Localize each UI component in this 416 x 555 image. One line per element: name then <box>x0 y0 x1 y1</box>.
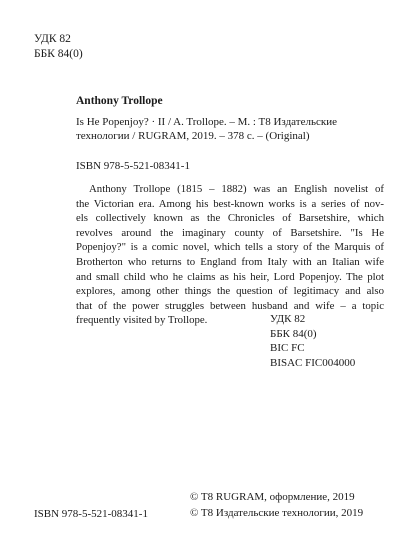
top-classification <box>34 32 83 62</box>
udk-code: УДК 82 <box>34 33 71 45</box>
abstract-line: that of the power struggles between husband and wife – a topic <box>76 299 384 312</box>
bibliographic-description <box>76 115 337 143</box>
copyright-line: © T8 RUGRAM, оформление, 2019 <box>190 491 355 503</box>
bic-code: BIC FC <box>270 342 305 355</box>
abstract-line: Anthony Trollope (1815 – 1882) was an English novelist of <box>89 183 384 195</box>
bisac-code: BISAC FIC004000 <box>270 356 356 369</box>
udk-code: УДК 82 <box>270 313 306 325</box>
author-heading: Anthony Trollope <box>76 95 163 107</box>
bibliographic-line: технологии / RUGRAM, 2019. – 378 с. – (Original) <box>76 130 310 142</box>
abstract-line: the Victorian era. Among his best-known works is a series of nov- <box>76 197 384 210</box>
bbk-code: ББК 84(0) <box>270 327 317 340</box>
abstract-line: explores, among other things the question of legitimacy and also <box>76 285 384 298</box>
abstract-line: Popenjoy?" is a comic novel, which tells a story of the Marquis of <box>76 241 384 254</box>
bibliographic-line: Is He Popenjoy? · II / A. Trollope. – M. : T8 Издательские <box>76 116 337 128</box>
right-classification <box>270 312 355 370</box>
abstract-line: and small child who he claims as his heir, Lord Popenjoy. The plot <box>76 270 384 283</box>
footer-isbn: ISBN 978-5-521-08341-1 <box>34 508 148 520</box>
abstract-paragraph <box>76 182 384 328</box>
isbn-line: ISBN 978-5-521-08341-1 <box>76 160 190 172</box>
copyright-notices <box>190 489 363 521</box>
abstract-line: frequently visited by Trollope. <box>76 314 208 327</box>
copyright-line: © T8 Издательские технологии, 2019 <box>190 507 364 519</box>
bbk-code: ББК 84(0) <box>34 48 83 60</box>
abstract-line: els collectively known as the Chronicles of Barsetshire, which <box>76 212 384 225</box>
abstract-line: Brotherton who returns to England from Italy with an Italian wife <box>76 255 384 268</box>
abstract-line: revolves around the imaginary county of Barsetshire. "Is He <box>76 226 384 239</box>
